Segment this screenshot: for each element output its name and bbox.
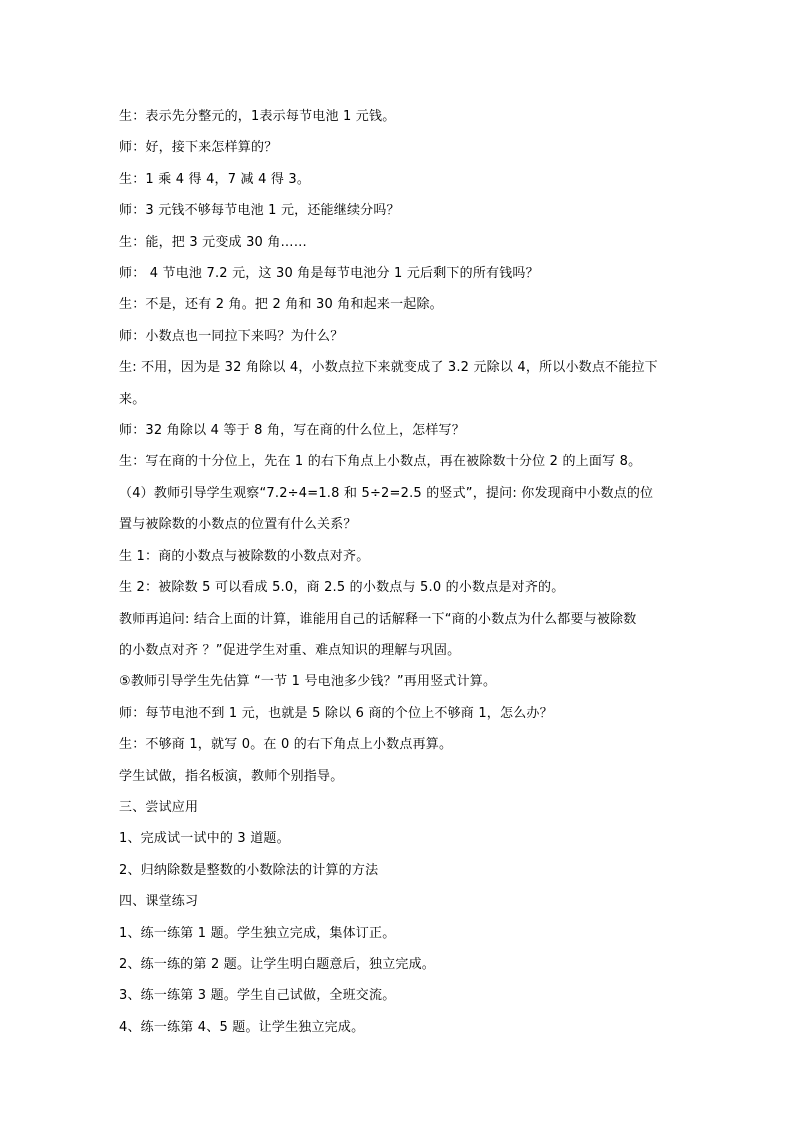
text-line: 生：能，把 3 元变成 30 角…… [119,234,307,250]
section-heading: 三、尝试应用 [119,799,199,815]
text-line: 置与被除数的小数点的位置有什么关系？ [119,517,357,533]
text-line: ⑤教师引导学生先估算 “一节 1 号电池多少钱？”再用竖式计算。 [119,674,497,690]
text-line: 师：32 角除以 4 等于 8 角，写在商的什么位上，怎样写？ [119,423,465,439]
text-line: 学生试做，指名板演，教师个别指导。 [119,768,344,784]
text-line: （4）教师引导学生观察“7.2÷4=1.8 和 5÷2=2.5 的竖式”，提问: 你发现商中小数点的位 [119,485,654,501]
text-line: 师：每节电池不到 1 元，也就是 5 除以 6 商的个位上不够商 1，怎么办？ [119,705,553,721]
text-line: 2、归纳除数是整数的小数除法的计算的方法 [119,862,379,878]
text-line: 师：好，接下来怎样算的？ [119,140,278,156]
text-line: 师： 4 节电池 7.2 元，这 30 角是每节电池分 1 元后剩下的所有钱吗？ [119,266,539,282]
document-body [119,101,679,1043]
text-line: 生：写在商的十分位上，先在 1 的右下角点上小数点，再在被除数十分位 2 的上面写 8。 [119,454,642,470]
text-line: 来。 [119,391,146,407]
text-line: 生：1 乘 4 得 4，7 减 4 得 3。 [119,171,311,187]
text-line: 生 1：商的小数点与被除数的小数点对齐。 [119,548,370,564]
text-line: 教师再追问: 结合上面的计算，谁能用自己的话解释一下“商的小数点为什么都要与被除数 [119,611,637,627]
text-line: 1、练一练第 1 题。学生独立完成，集体订正。 [119,925,396,941]
text-line: 1、完成试一试中的 3 道题。 [119,831,290,847]
text-line: 3、练一练第 3 题。学生自己试做，全班交流。 [119,988,396,1004]
text-line: 生 2：被除数 5 可以看成 5.0，商 2.5 的小数点与 5.0 的小数点是对齐的。 [119,580,565,596]
text-line: 的小数点对齐 ？”促进学生对重、难点知识的理解与巩固。 [119,642,461,658]
text-line: 师：3 元钱不够每节电池 1 元，还能继续分吗？ [119,203,400,219]
text-line: 生: 不用，因为是 32 角除以 4，小数点拉下来就变成了 3.2 元除以 4，所以小数点不能拉下 [119,360,658,376]
text-line: 生：不够商 1，就写 0。在 0 的右下角点上小数点再算。 [119,737,453,753]
text-line: 4、练一练第 4、5 题。让学生独立完成。 [119,1019,365,1035]
text-line: 2、练一练的第 2 题。让学生明白题意后，独立完成。 [119,956,436,972]
text-line: 生：不是，还有 2 角。把 2 角和 30 角和起来一起除。 [119,297,443,313]
text-line: 生：表示先分整元的，1表示每节电池 1 元钱。 [119,109,396,124]
section-heading: 四、课堂练习 [119,894,199,910]
text-line: 师：小数点也一同拉下来吗？为什么？ [119,328,344,344]
